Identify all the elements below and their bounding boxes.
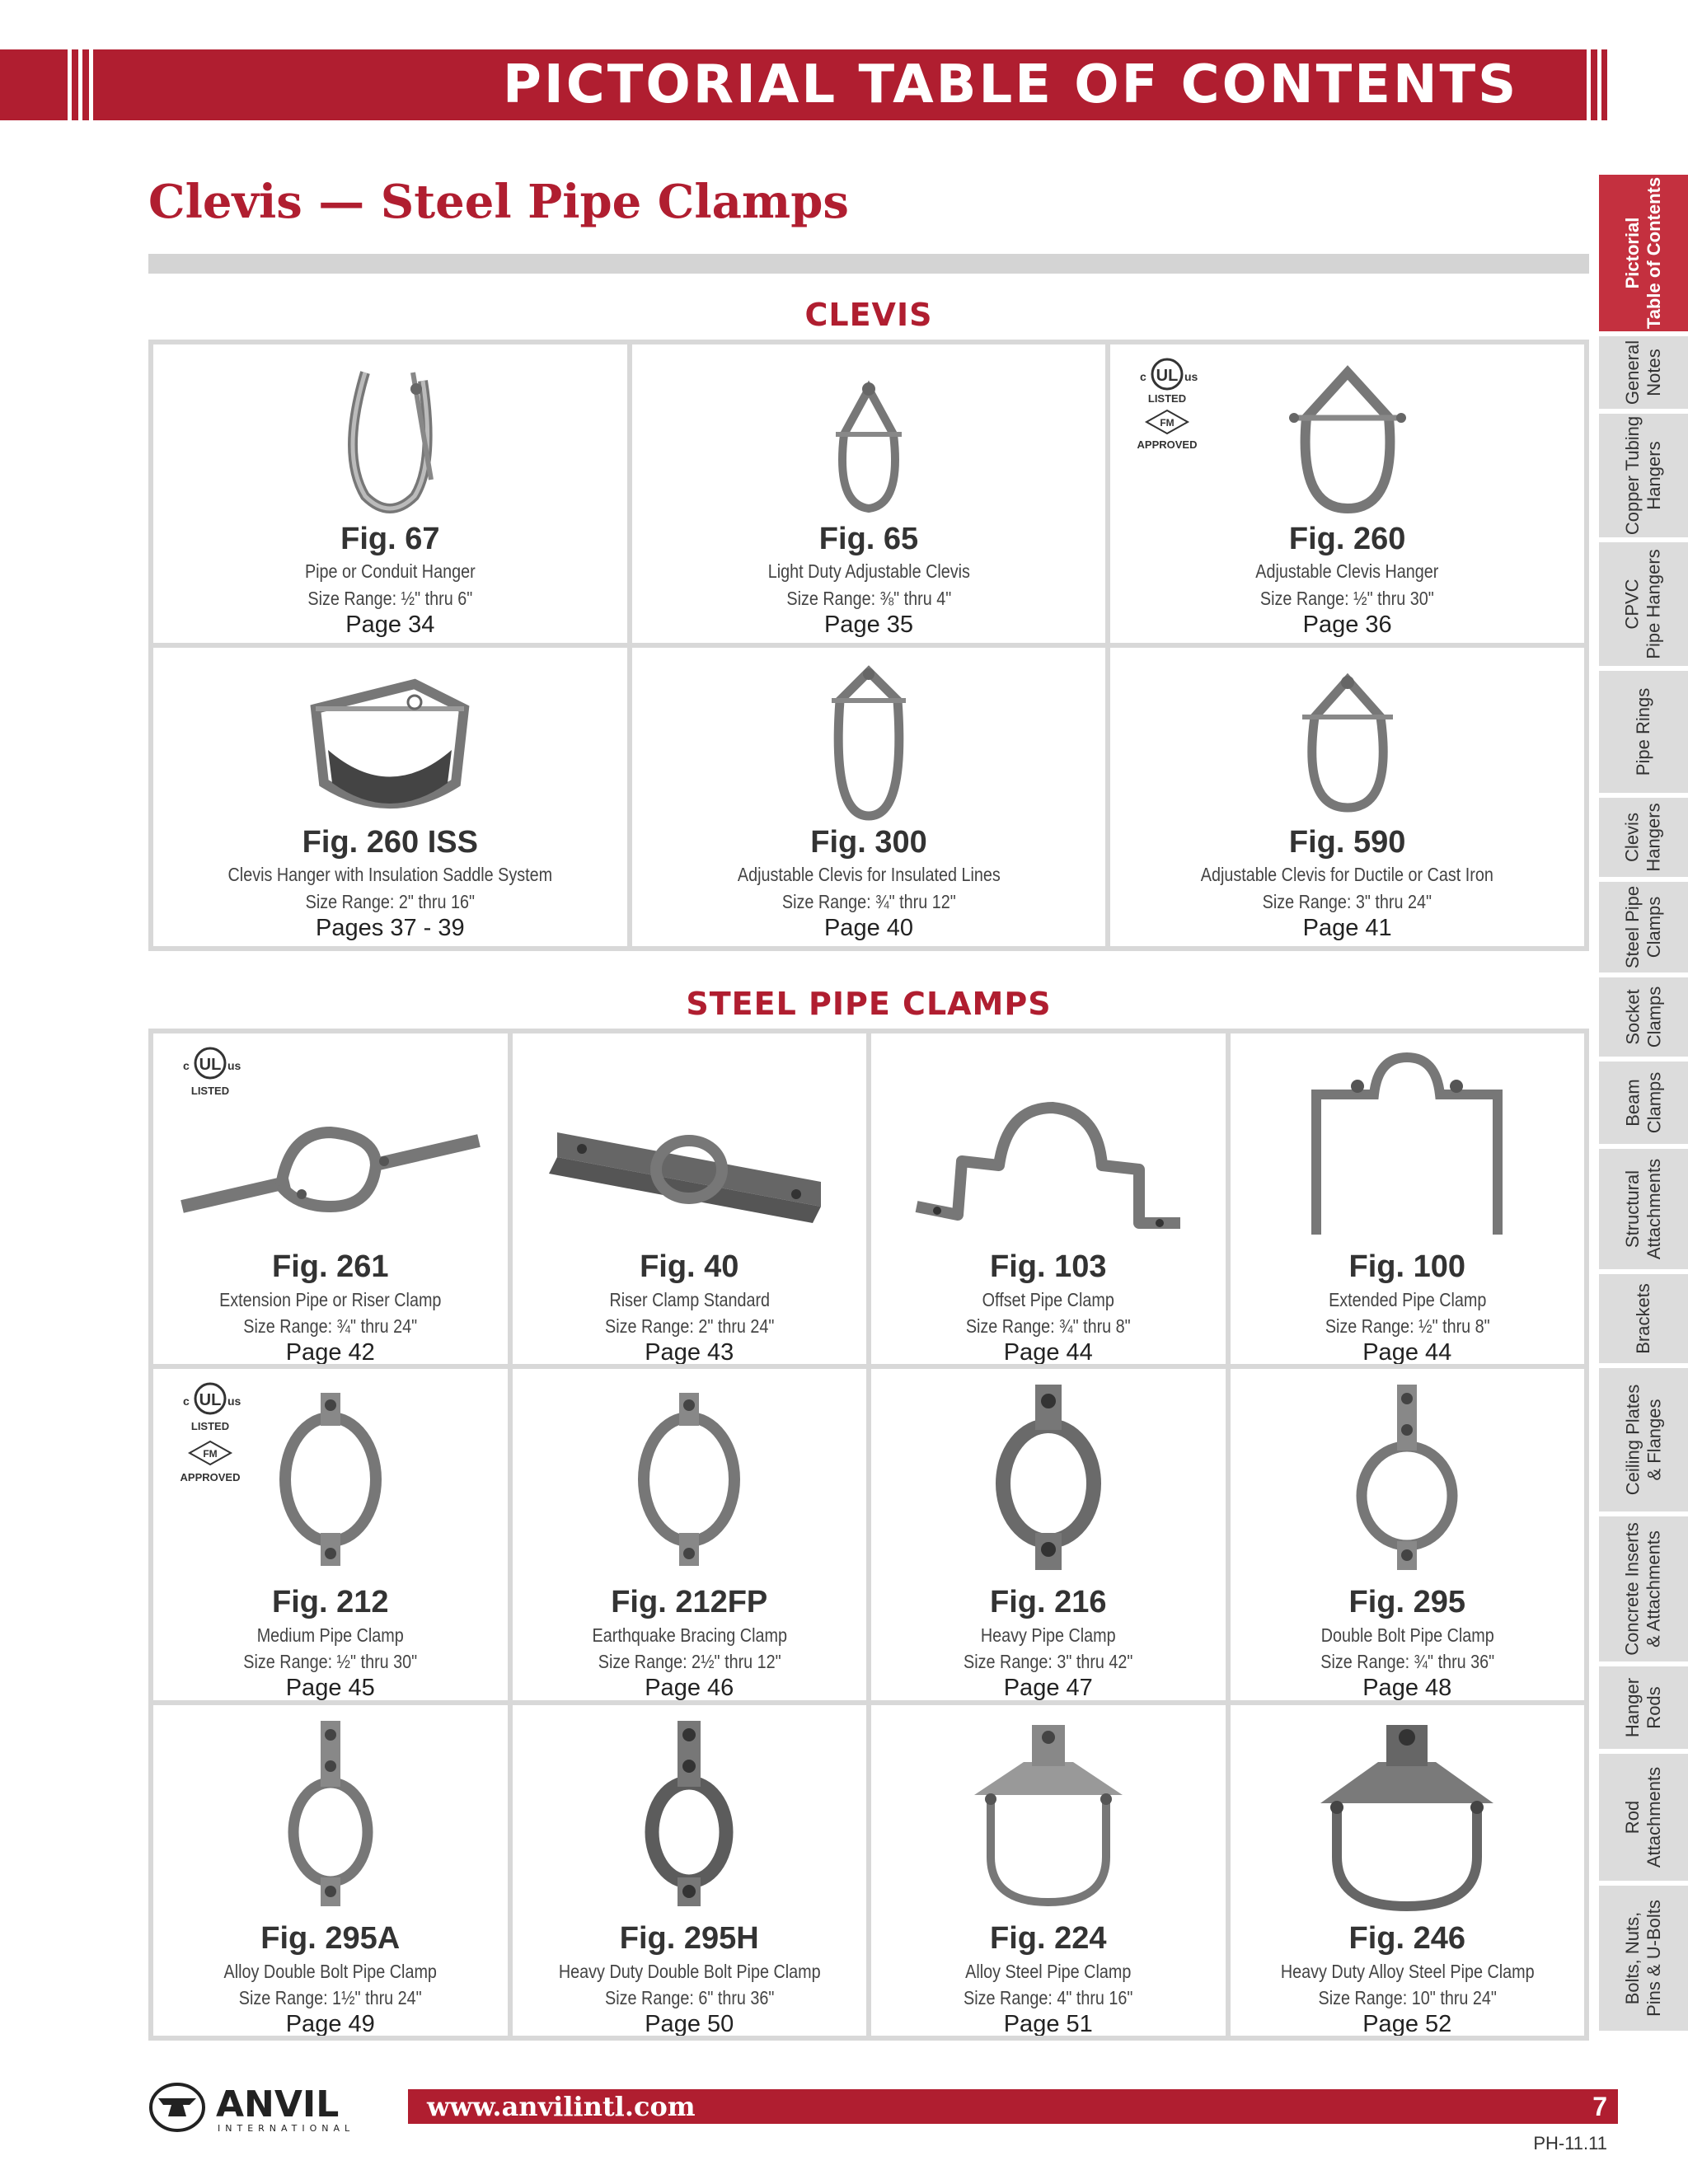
tab-socket-clamps[interactable] <box>1599 977 1688 1057</box>
fig-number: Fig. 295 <box>1348 1585 1465 1620</box>
tab-cpvc-pipe-hangers[interactable] <box>1599 542 1688 666</box>
riser-clamp-icon <box>524 1091 854 1231</box>
fig-number: Fig. 246 <box>1348 1920 1465 1956</box>
ul-c: c <box>183 1394 190 1408</box>
tab-label-line2: Hangers <box>1643 803 1664 872</box>
page-reference[interactable]: Page 48 <box>1362 1675 1452 1700</box>
tab-label-line2: Rods <box>1643 1686 1664 1729</box>
fig-number: Fig. 590 <box>1288 825 1406 860</box>
product-card-fig-212fp[interactable] <box>513 1369 867 1699</box>
ul-listed: LISTED <box>190 1420 230 1433</box>
tab-label-line1: Pictorial <box>1622 217 1643 289</box>
fig-description: Heavy Duty Double Bolt Pipe Clamp <box>558 1960 821 1982</box>
brand-sub: INTERNATIONAL <box>218 2123 355 2134</box>
pipe-clamp-icon <box>966 1380 1131 1578</box>
size-range: Size Range: ½" thru 6" <box>307 588 473 609</box>
header-stripes-left <box>68 49 93 120</box>
ul-us: us <box>227 1059 241 1072</box>
page-reference[interactable]: Page 52 <box>1362 2010 1452 2036</box>
product-card-fig-103[interactable] <box>871 1033 1226 1364</box>
fig-description: Alloy Steel Pipe Clamp <box>965 1960 1132 1982</box>
clevis-icon <box>1265 356 1430 521</box>
page-reference[interactable]: Pages 37 - 39 <box>316 915 465 941</box>
fig-description: Pipe or Conduit Hanger <box>304 560 476 582</box>
ul-listed: LISTED <box>190 1085 230 1097</box>
page-reference[interactable]: Page 44 <box>1003 1339 1093 1365</box>
fig-number: Fig. 103 <box>990 1249 1107 1284</box>
tab-label-line2: Pins & U-Bolts <box>1643 1900 1665 2017</box>
page-reference[interactable]: Page 49 <box>285 2010 375 2036</box>
size-range: Size Range: ¾" thru 8" <box>965 1315 1131 1337</box>
size-range: Size Range: 3" thru 24" <box>1262 891 1432 912</box>
clevis-icon <box>786 659 951 824</box>
ul-fm-badge <box>165 1380 256 1496</box>
size-range: Size Range: 2" thru 24" <box>604 1315 774 1337</box>
tab-pictorial-table-of-contents[interactable] <box>1599 175 1688 331</box>
size-range: Size Range: ½" thru 30" <box>243 1651 418 1673</box>
tab-steel-pipe-clamps[interactable] <box>1599 882 1688 972</box>
u-bolt-clamp-icon <box>1300 1717 1514 1915</box>
page-reference[interactable]: Page 43 <box>645 1339 734 1365</box>
fig-number: Fig. 295A <box>260 1920 401 1956</box>
page-reference[interactable]: Page 41 <box>1302 915 1392 941</box>
fig-description: Double Bolt Pipe Clamp <box>1320 1624 1494 1647</box>
tab-beam-clamps[interactable] <box>1599 1062 1688 1144</box>
tab-label-line1: Socket <box>1621 989 1643 1045</box>
fig-number: Fig. 295H <box>619 1920 759 1956</box>
tab-rod-attachments[interactable] <box>1599 1754 1688 1881</box>
size-range: Size Range: 10" thru 24" <box>1318 1986 1497 2008</box>
fig-description: Heavy Duty Alloy Steel Pipe Clamp <box>1280 1960 1535 1982</box>
product-card-fig-300[interactable] <box>632 648 1106 946</box>
page-reference[interactable]: Page 45 <box>285 1675 375 1700</box>
size-range: Size Range: ¾" thru 12" <box>781 891 956 912</box>
ul-mark: UL <box>1156 367 1179 385</box>
page-reference[interactable]: Page 34 <box>345 612 435 638</box>
header-title: PICTORIAL TABLE OF CONTENTS <box>503 54 1519 115</box>
page-number: 7 <box>1592 2092 1607 2121</box>
size-range: Size Range: ½" thru 8" <box>1325 1315 1490 1337</box>
tab-pipe-rings[interactable] <box>1599 671 1688 793</box>
clevis-icon <box>1265 659 1430 824</box>
fig-description: Heavy Pipe Clamp <box>980 1624 1116 1647</box>
tab-bolts-nuts-pins-u-bolts[interactable] <box>1599 1886 1688 2031</box>
fig-number: Fig. 216 <box>990 1585 1107 1620</box>
product-card-fig-260[interactable] <box>1110 344 1584 643</box>
tab-label-line1: Ceiling Plates <box>1622 1384 1643 1496</box>
tab-label-line1: Steel Pipe <box>1621 885 1643 969</box>
tab-label-line1: Hanger <box>1622 1677 1643 1738</box>
ul-us: us <box>227 1394 241 1408</box>
tab-brackets[interactable] <box>1599 1274 1688 1363</box>
tab-label-line2: & Attachments <box>1643 1530 1664 1647</box>
fig-number: Fig. 224 <box>990 1920 1107 1956</box>
fig-description: Adjustable Clevis for Ductile or Cast Iron <box>1201 864 1494 885</box>
tab-label-line2: Attachments <box>1643 1158 1664 1260</box>
tab-label-line2: Notes <box>1643 349 1664 396</box>
page-reference[interactable]: Page 40 <box>823 915 914 941</box>
tab-label-line1: Beam <box>1621 1079 1643 1127</box>
size-range: Size Range: 1½" thru 24" <box>238 1986 422 2008</box>
tab-ceiling-plates-flanges[interactable] <box>1599 1368 1688 1511</box>
brand-name: ANVIL <box>216 2083 340 2125</box>
page-reference[interactable]: Page 47 <box>1003 1675 1093 1700</box>
fig-number: Fig. 100 <box>1348 1249 1465 1284</box>
title-divider <box>148 254 1589 274</box>
section-title-clevis: CLEVIS <box>804 297 933 333</box>
fig-description: Earthquake Bracing Clamp <box>592 1624 787 1647</box>
product-card-fig-261[interactable] <box>153 1033 508 1364</box>
clevis-grid <box>148 340 1589 951</box>
fig-number: Fig. 67 <box>340 522 440 556</box>
product-card-fig-40[interactable] <box>513 1033 867 1364</box>
fig-description: Riser Clamp Standard <box>608 1289 770 1310</box>
tab-label-line2: & Flanges <box>1643 1399 1665 1481</box>
tab-label-line2: Clamps <box>1643 896 1664 958</box>
tab-label-line2: Clamps <box>1643 986 1664 1048</box>
riser-clamp-icon <box>166 1116 495 1231</box>
fig-description: Extension Pipe or Riser Clamp <box>219 1289 442 1310</box>
fig-number: Fig. 261 <box>272 1249 389 1284</box>
fm-approved: APPROVED <box>1137 438 1198 451</box>
tab-label-line1: Bolts, Nuts, <box>1622 1911 1643 2005</box>
pipe-clamp-icon <box>248 1380 413 1578</box>
page-reference[interactable]: Page 44 <box>1362 1339 1452 1365</box>
double-bolt-clamp-icon <box>607 1717 771 1915</box>
size-range: Size Range: ½" thru 30" <box>1260 588 1435 609</box>
ul-mark: UL <box>199 1056 222 1074</box>
double-bolt-clamp-icon <box>248 1717 413 1915</box>
tab-label-line1: General <box>1622 340 1643 405</box>
size-range: Size Range: 2" thru 16" <box>305 891 476 912</box>
ul-listed: LISTED <box>1148 392 1187 405</box>
ul-c: c <box>183 1059 190 1072</box>
tab-label-line2: Hangers <box>1643 441 1665 510</box>
tab-structural-attachments[interactable] <box>1599 1149 1688 1269</box>
tab-label-line1: CPVC <box>1622 579 1643 630</box>
fm-approved: APPROVED <box>180 1471 241 1484</box>
product-card-fig-295[interactable] <box>1231 1369 1585 1699</box>
pipe-hanger-icon <box>307 356 472 521</box>
ul-badge <box>165 1045 256 1103</box>
fig-number: Fig. 212FP <box>611 1585 768 1620</box>
page-reference[interactable]: Page 42 <box>285 1339 375 1365</box>
tab-label-line2: Table of Contents <box>1643 176 1664 330</box>
fig-number: Fig. 260 <box>1288 522 1406 556</box>
ul-us: us <box>1184 370 1198 383</box>
page-reference[interactable]: Page 36 <box>1302 612 1392 638</box>
page-reference[interactable]: Page 51 <box>1003 2010 1093 2036</box>
tab-label-line2: Clamps <box>1643 1071 1664 1134</box>
size-range: Size Range: 3" thru 42" <box>964 1651 1133 1673</box>
page-title: Clevis — Steel Pipe Clamps <box>148 175 849 229</box>
tab-label-line1: Brackets <box>1633 1283 1653 1354</box>
offset-clamp-icon <box>900 1099 1197 1231</box>
fig-number: Fig. 212 <box>272 1585 389 1620</box>
tab-concrete-inserts-attachments[interactable] <box>1599 1516 1688 1661</box>
size-range: Size Range: 6" thru 36" <box>604 1986 774 2008</box>
tab-general-notes[interactable] <box>1599 336 1688 409</box>
tab-label-line1: Structural <box>1622 1169 1643 1249</box>
page-reference[interactable]: Page 46 <box>645 1675 734 1700</box>
fig-description: Offset Pipe Clamp <box>982 1289 1114 1310</box>
tab-label-line2: Pipe Hangers <box>1643 549 1664 659</box>
size-range: Size Range: 2½" thru 12" <box>598 1651 781 1673</box>
saddle-clevis-icon <box>291 659 489 824</box>
u-bolt-clamp-icon <box>950 1717 1147 1915</box>
anvil-icon <box>151 2084 204 2130</box>
product-card-fig-590[interactable] <box>1110 648 1584 946</box>
fig-number: Fig. 260 ISS <box>302 825 478 860</box>
product-card-fig-67[interactable] <box>153 344 627 643</box>
product-card-fig-260-iss[interactable] <box>153 648 627 946</box>
ul-fm-badge <box>1122 356 1212 455</box>
tab-label-line1: Clevis <box>1622 813 1643 862</box>
clamps-grid <box>148 1029 1589 2041</box>
tab-label-line1: Concrete Inserts <box>1622 1522 1643 1656</box>
section-title-clamps: STEEL PIPE CLAMPS <box>686 986 1052 1022</box>
fig-number: Fig. 65 <box>818 522 919 556</box>
tab-clevis-hangers[interactable] <box>1599 798 1688 877</box>
footer-url[interactable]: www.anvilintl.com <box>427 2091 696 2122</box>
fig-description: Clevis Hanger with Insulation Saddle System <box>227 864 553 885</box>
extended-clamp-icon <box>1300 1045 1514 1243</box>
fig-description: Alloy Double Bolt Pipe Clamp <box>223 1960 437 1982</box>
pipe-clamp-icon <box>607 1380 771 1578</box>
product-card-fig-295a[interactable] <box>153 1705 508 2036</box>
fm-mark: FM <box>203 1448 218 1460</box>
double-bolt-clamp-icon <box>1325 1380 1489 1578</box>
fig-description: Adjustable Clevis for Insulated Lines <box>737 864 1001 885</box>
page-reference[interactable]: Page 35 <box>823 612 914 638</box>
size-range: Size Range: ¾" thru 36" <box>1320 1651 1494 1673</box>
product-card-fig-216[interactable] <box>871 1369 1226 1699</box>
ul-c: c <box>1140 370 1147 383</box>
product-card-fig-224[interactable] <box>871 1705 1226 2036</box>
ul-mark: UL <box>199 1391 222 1410</box>
document-code: PH-11.11 <box>1533 2133 1607 2154</box>
product-card-fig-65[interactable] <box>632 344 1106 643</box>
product-card-fig-212[interactable] <box>153 1369 508 1699</box>
tab-hanger-rods[interactable] <box>1599 1666 1688 1749</box>
product-card-fig-100[interactable] <box>1231 1033 1585 1364</box>
header-stripes-right <box>1587 49 1601 120</box>
tab-label-line1: Pipe Rings <box>1632 687 1653 776</box>
fig-number: Fig. 40 <box>640 1249 739 1284</box>
size-range: Size Range: ¾" thru 24" <box>243 1315 418 1337</box>
clevis-icon <box>786 356 951 521</box>
fm-mark: FM <box>1160 417 1175 429</box>
fig-description: Medium Pipe Clamp <box>256 1624 404 1647</box>
fig-description: Extended Pipe Clamp <box>1328 1289 1486 1310</box>
fig-description: Light Duty Adjustable Clevis <box>767 560 970 582</box>
size-range: Size Range: ⅜" thru 4" <box>786 588 951 609</box>
tab-copper-tubing-hangers[interactable] <box>1599 414 1688 537</box>
tab-label-line1: Copper Tubing <box>1622 415 1643 536</box>
product-card-fig-246[interactable] <box>1231 1705 1585 2036</box>
tab-label-line2: Attachments <box>1643 1766 1664 1868</box>
anvil-logo[interactable] <box>148 2079 396 2136</box>
page-reference[interactable]: Page 50 <box>645 2010 734 2036</box>
fig-number: Fig. 300 <box>810 825 927 860</box>
product-card-fig-295h[interactable] <box>513 1705 867 2036</box>
tab-label-line1: Rod <box>1622 1800 1643 1835</box>
size-range: Size Range: 4" thru 16" <box>964 1986 1133 2008</box>
fig-description: Adjustable Clevis Hanger <box>1255 560 1439 582</box>
